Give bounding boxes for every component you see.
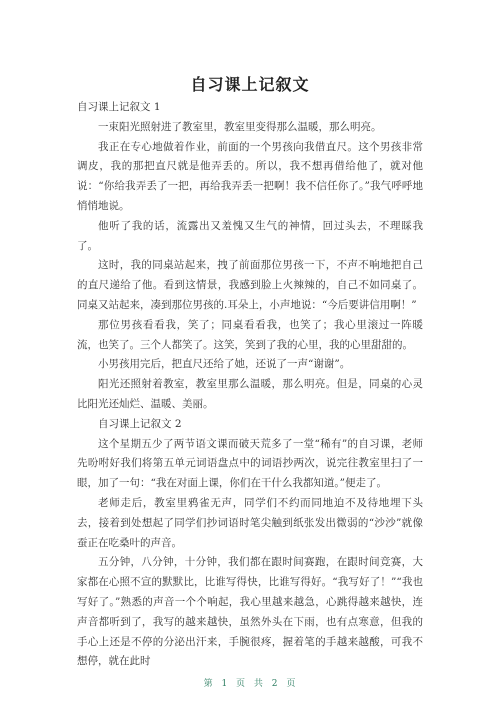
paragraph: 小男孩用完后，把直尺还给了她，还说了一声“谢谢”。 (98, 358, 351, 371)
paragraph: 老师走后，教室里鸦雀无声，同学们不约而同地迫不及待地埋下头去，接着到处想起了同学们抄词语时笔尖触到纸张发出微弱的“沙沙”就像蚕正在吃桑叶的声音。 (77, 496, 423, 549)
paragraph: 他听了我的话，流露出又羞愧又生气的神情，回过头去，不理睬我了。 (77, 219, 423, 252)
section-heading: 自习课上记叙文 2 (98, 417, 182, 430)
paragraph: 五分钟，八分钟，十分钟，我们都在跟时间赛跑，在跟时间竞赛，大家都在心照不宣的默默比，比谁写得快，比谁写得好。“我写好了！”“我也写好了。”熟悉的声音一个个响起，我心里越来越急，心跳得越来越快，连声音都听到了，我写的越来越快，虽然外头在下雨，也有点寒意，但我的手心上还是不停的分泌出汗来，手腕很疼，握着笔的手越来越酸，可我不想停，就在此时 (77, 556, 423, 668)
page-footer: 第 1 页 共 2 页 (203, 679, 297, 689)
paragraph: 这时，我的同桌站起来，拽了前面那位男孩一下，不声不响地把自己的直尺递给了他。看到这情景，我感到脸上火辣辣的，自己不如同桌了。同桌又站起来，凑到那位男孩的.耳朵上，小声地说：“今后要讲信用啊！” (77, 259, 423, 311)
document-body (77, 98, 423, 672)
paragraph: 阳光还照射着教室，教室里那么温暖，那么明亮。但是，同桌的心灵比阳光还灿烂、温暖、美丽。 (77, 378, 423, 410)
paragraph: 这个星期五少了两节语文课而破天荒多了一堂“稀有”的自习课，老师先吩咐好我们将第五单元词语盘点中的词语抄两次，说完往教室里扫了一眼，加了一句：“我在对面上课，你们在干什么我都知道。”便走了。 (77, 437, 423, 490)
paragraph: 那位男孩看看我，笑了；同桌看看我，也笑了；我心里滚过一阵暖流，也笑了。三个人都笑了。这笑，笑到了我的心里，我的心里甜甜的。 (77, 318, 423, 351)
paragraph: 我正在专心地做着作业，前面的一个男孩向我借直尺。这个男孩非常调皮，我的那把直尺就是他弄丢的。所以，我不想再借给他了，就对他说：“你给我弄丢了一把，再给我弄丢一把啊！我不信任你了。”我气呼呼地悄悄地说。 (77, 140, 423, 212)
page-title: 自习课上记叙文 (190, 75, 310, 94)
section-heading: 自习课上记叙文 1 (77, 101, 161, 113)
paragraph: 一束阳光照射进了教室里，教室里变得那么温暖，那么明亮。 (98, 120, 382, 133)
